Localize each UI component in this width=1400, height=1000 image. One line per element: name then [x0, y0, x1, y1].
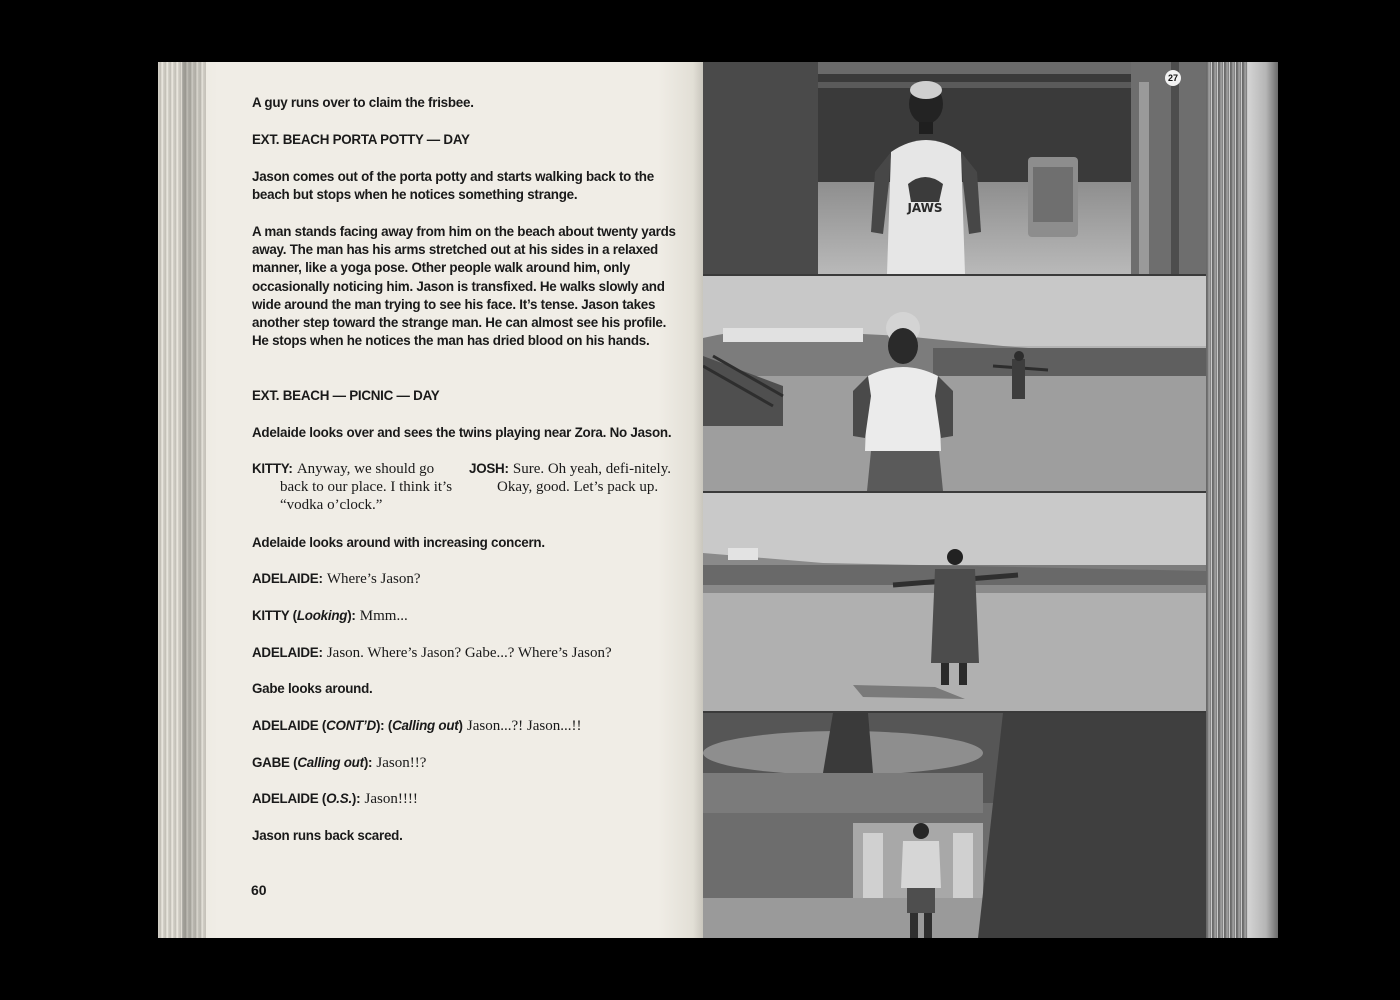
dialogue-kitty	[252, 460, 457, 515]
film-still	[703, 713, 1206, 938]
speaker-suffix: ):	[363, 755, 373, 770]
dialogue	[252, 644, 682, 662]
speaker-name: ADELAIDE (	[252, 718, 327, 733]
speaker-suffix: ):	[351, 791, 361, 806]
speaker-name: ADELAIDE:	[252, 645, 323, 660]
dialogue-line: Jason!!?	[376, 755, 427, 771]
parenthetical: Calling out	[297, 755, 364, 770]
parenthetical: CONT’D	[326, 718, 376, 733]
page-shadow	[182, 62, 206, 938]
still-man-arms-outstretched	[703, 493, 1206, 711]
right-page	[703, 62, 1278, 938]
film-still	[703, 276, 1206, 491]
page-edge-shade	[1248, 62, 1278, 938]
action-line: Gabe looks around.	[252, 681, 373, 696]
action-line: A man stands facing away from him on the beach about twenty yards away. The man has his arms stretched out at his sides in a relaxed manner, like a yoga pose. Other people walk around him, only occasionally noticing him. Jason is transfixed. He walks slowly and wide around the man trying to see his face. It’s tense. Jason takes another step toward the strange man. He can almost see his profile. He stops when he notices the man has dried blood on his hands.	[252, 224, 676, 349]
open-book	[158, 62, 1278, 938]
shirt-logo: JAWS	[907, 201, 943, 215]
parenthetical: Looking	[296, 608, 348, 623]
dialogue-line: Sure. Oh yeah, defi-nitely. Okay, good. Let’s pack up.	[497, 461, 672, 496]
speaker-name: ADELAIDE (	[252, 791, 327, 806]
speaker-name: KITTY:	[252, 461, 293, 476]
still-jason-distance-porta-potties	[703, 713, 1206, 938]
speaker-name: JOSH:	[469, 461, 509, 476]
action-line: Adelaide looks over and sees the twins playing near Zora. No Jason.	[252, 425, 672, 440]
speaker-name: GABE (	[252, 755, 298, 770]
still-jason-jaws-shirt	[703, 62, 1206, 274]
speaker-suffix: )	[458, 718, 463, 733]
speaker-name: KITTY (	[252, 608, 297, 623]
action-line: Jason comes out of the porta potty and starts walking back to the beach but stops when he notices something strange.	[252, 169, 654, 203]
scene-heading: EXT. BEACH — PICNIC — DAY	[252, 388, 440, 403]
scene-heading: EXT. BEACH PORTA POTTY — DAY	[252, 132, 470, 147]
speaker-suffix: ): (	[375, 718, 393, 733]
dialogue	[252, 790, 682, 808]
film-still	[703, 62, 1206, 274]
dialogue	[252, 754, 682, 772]
dialogue	[252, 607, 682, 625]
left-page	[158, 62, 703, 938]
dialogue	[252, 570, 682, 588]
parenthetical: Calling out	[392, 718, 459, 733]
dialogue-line: Anyway, we should go back to our place. I think it’s “vodka o’clock.”	[280, 461, 453, 514]
parenthetical: O.S.	[326, 791, 352, 806]
action-line: A guy runs over to claim the frisbee.	[252, 95, 474, 110]
dialogue-line: Jason...?! Jason...!!	[466, 718, 582, 734]
speaker-name: ADELAIDE:	[252, 571, 323, 586]
dialogue	[252, 717, 682, 735]
dialogue-line: Mmm...	[359, 608, 408, 624]
speaker-suffix: ):	[347, 608, 356, 623]
dialogue-line: Where’s Jason?	[326, 571, 421, 587]
film-still	[703, 493, 1206, 711]
dialogue-line: Jason. Where’s Jason? Gabe...? Where’s Jason?	[326, 645, 612, 661]
page-number-badge: 27	[1165, 70, 1181, 86]
still-jason-watching-man	[703, 276, 1206, 491]
page-number: 60	[251, 882, 267, 898]
dialogue-josh	[469, 460, 674, 496]
action-line: Adelaide looks around with increasing concern.	[252, 535, 545, 550]
dialogue-line: Jason!!!!	[364, 791, 418, 807]
action-line: Jason runs back scared.	[252, 828, 403, 843]
